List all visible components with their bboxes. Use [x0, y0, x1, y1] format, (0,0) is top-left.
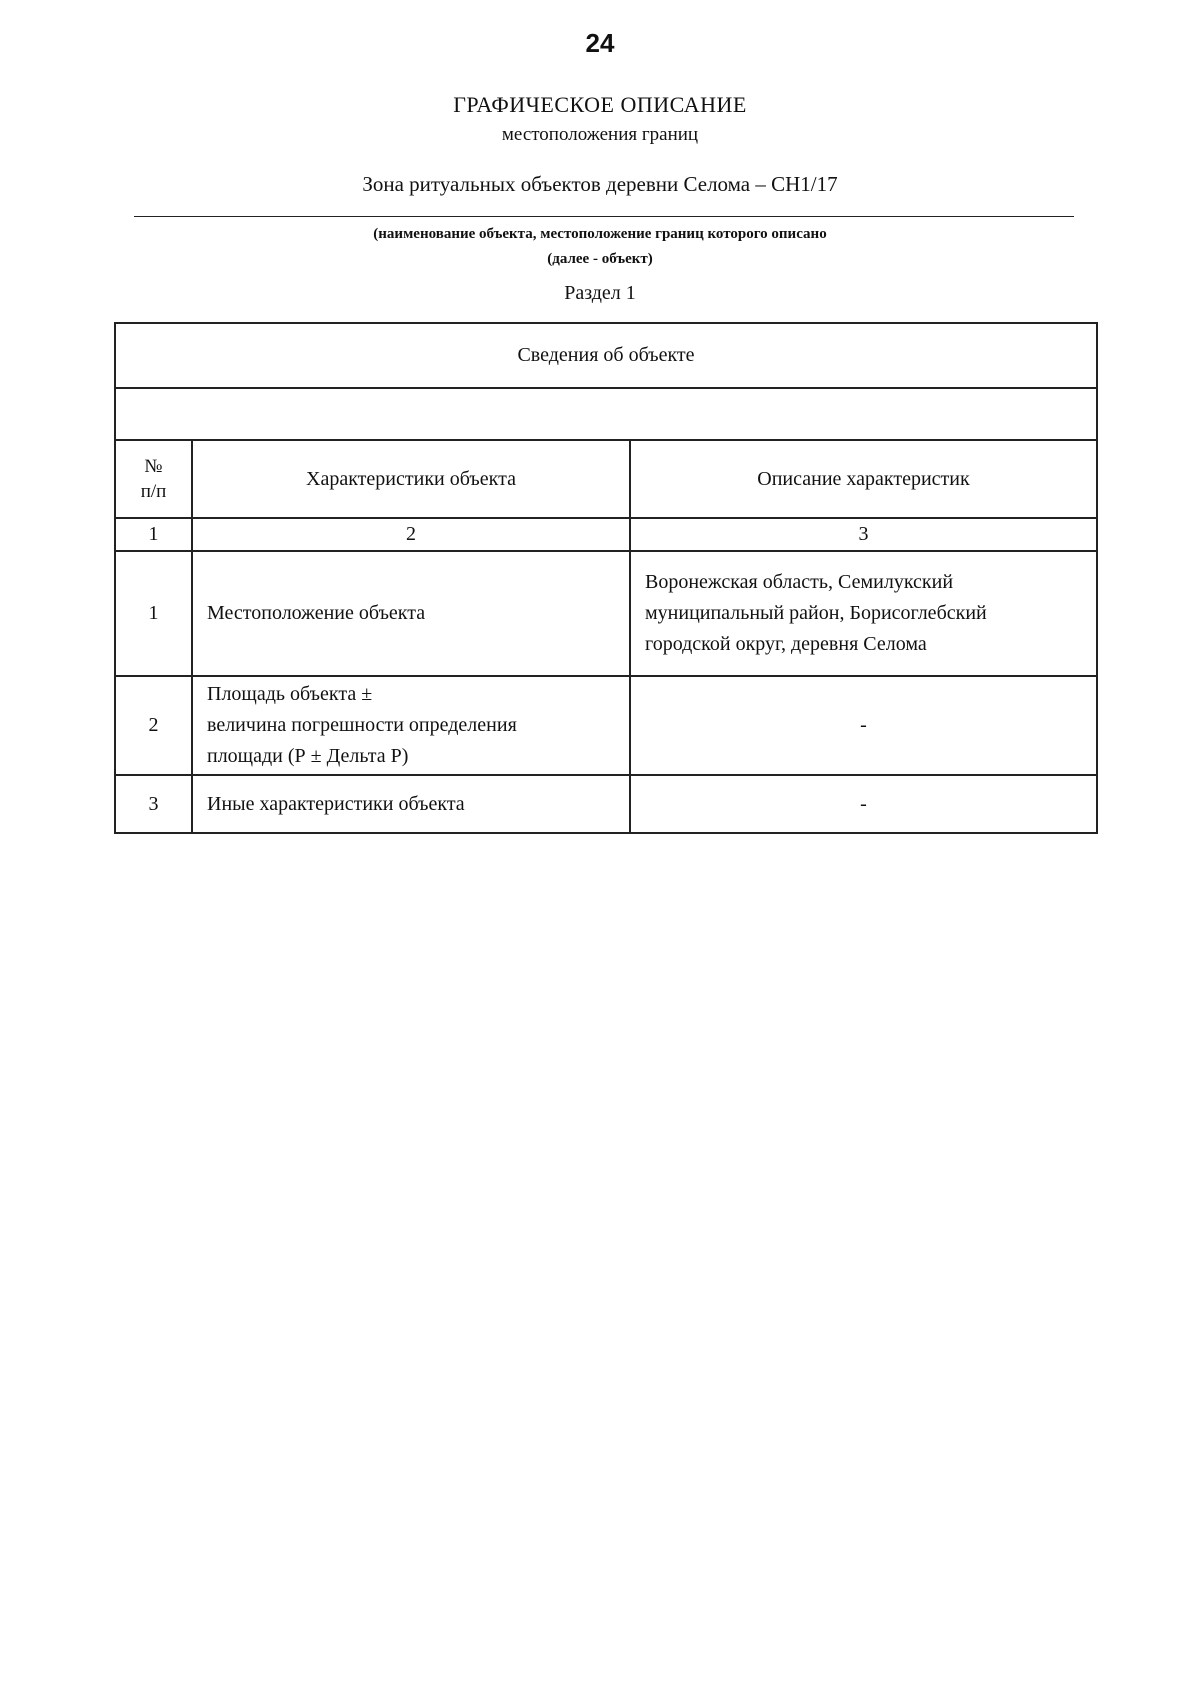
row-num: 3	[115, 775, 192, 833]
header-num-line-2: п/п	[140, 481, 167, 502]
table-title: Сведения об объекте	[115, 323, 1097, 388]
row-description	[630, 676, 1097, 775]
table-row	[115, 676, 1097, 775]
text-line: площади (Р ± Дельта Р)	[207, 745, 409, 767]
underline-rule	[134, 216, 1074, 217]
text-line: городской округ, деревня Селома	[645, 633, 927, 655]
table-title-row	[115, 323, 1097, 388]
table-index-row	[115, 518, 1097, 551]
index-cell: 3	[630, 518, 1097, 551]
header-characteristic: Характеристики объекта	[192, 440, 630, 518]
text-line: -	[860, 792, 867, 815]
section-title: Раздел 1	[564, 282, 636, 304]
row-description	[630, 551, 1097, 676]
header-num	[115, 440, 192, 518]
object-info-table	[114, 322, 1098, 834]
document-title: ГРАФИЧЕСКОЕ ОПИСАНИЕ	[453, 92, 747, 117]
row-characteristic	[192, 676, 630, 775]
table-row	[115, 775, 1097, 833]
table-empty-cell	[115, 388, 1097, 440]
caption-line-2: (далее - объект)	[547, 251, 653, 267]
document-subtitle: местоположения границ	[501, 124, 699, 145]
index-cell: 2	[192, 518, 630, 551]
text-line: Площадь объекта ±	[207, 683, 373, 705]
text-line: величина погрешности определения	[207, 714, 517, 736]
text-line: Иные характеристики объекта	[207, 792, 465, 815]
row-num: 2	[115, 676, 192, 775]
page-number: 24	[585, 28, 615, 58]
row-characteristic	[192, 775, 630, 833]
index-cell: 1	[115, 518, 192, 551]
object-name: Зона ритуальных объектов деревни Селома – СН1/17	[362, 172, 838, 196]
row-characteristic	[192, 551, 630, 676]
text-line: Местоположение объекта	[207, 602, 426, 624]
text-line: Воронежская область, Семилукский	[645, 571, 954, 593]
table-header-row	[115, 440, 1097, 518]
table-row	[115, 551, 1097, 676]
text-line: -	[860, 714, 867, 736]
row-description	[630, 775, 1097, 833]
row-num: 1	[115, 551, 192, 676]
table-empty-row	[115, 388, 1097, 440]
object-name-caption	[0, 222, 1200, 272]
header-description: Описание характеристик	[630, 440, 1097, 518]
text-line: муниципальный район, Борисоглебский	[645, 602, 987, 624]
header-num-line-1: №	[144, 456, 163, 477]
caption-line-1: (наименование объекта, местоположение границ которого описано	[373, 226, 827, 242]
